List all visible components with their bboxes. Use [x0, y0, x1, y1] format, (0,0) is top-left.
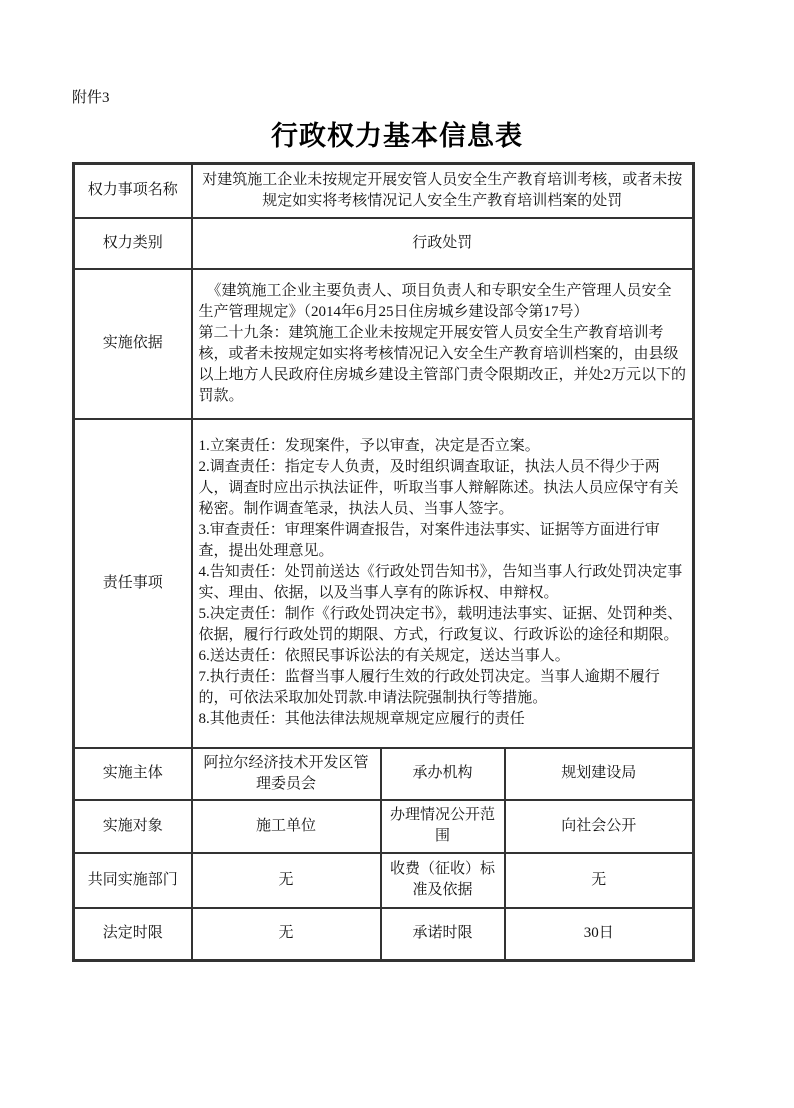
implementation-target-value: 施工单位	[192, 800, 381, 853]
fee-standard-label: 收费（征收）标准及依据	[381, 853, 505, 908]
implementation-basis-value	[192, 269, 694, 419]
responsibility-item: 4.告知责任：处罚前送达《行政处罚告知书》，告知当事人行政处罚决定事实、理由、依据，以及当事人享有的陈诉权、申辩权。	[198, 564, 683, 601]
power-category-value: 行政处罚	[192, 218, 694, 269]
row-statutory-time-limit	[74, 908, 694, 961]
power-item-name-value: 对建筑施工企业未按规定开展安管人员安全生产教育培训考核，或者未按规定如实将考核情况记人安全生产教育培训档案的处罚	[192, 164, 694, 218]
row-implementation-basis	[74, 269, 694, 419]
power-item-name-label: 权力事项名称	[74, 164, 192, 218]
power-category-label: 权力类别	[74, 218, 192, 269]
row-responsibility-items	[74, 419, 694, 748]
implementation-basis-label: 实施依据	[74, 269, 192, 419]
responsibility-item: 7.执行责任：监督当事人履行生效的行政处罚决定。当事人逾期不履行的，可依法采取加处罚款.申请法院强制执行等措施。	[198, 669, 660, 706]
disclosure-scope-value: 向社会公开	[505, 800, 694, 853]
promised-time-limit-label: 承诺时限	[381, 908, 505, 961]
statutory-time-limit-label: 法定时限	[74, 908, 192, 961]
row-implementation-target	[74, 800, 694, 853]
document-title: 行政权力基本信息表	[271, 121, 523, 151]
row-power-item-name	[74, 164, 694, 218]
responsibility-item: 6.送达责任：依照民事诉讼法的有关规定，送达当事人。	[198, 648, 570, 664]
responsibility-items-label: 责任事项	[74, 419, 192, 748]
attachment-label: 附件3	[72, 90, 110, 106]
disclosure-scope-label: 办理情况公开范围	[381, 800, 505, 853]
implementing-body-value: 阿拉尔经济技术开发区管理委员会	[192, 748, 381, 800]
basis-paragraph: 《建筑施工企业主要负责人、项目负责人和专职安全生产管理人员安全生产管理规定》（2014年6月25日住房城乡建设部令第17号）	[198, 282, 672, 320]
responsibility-item: 3.审查责任：审理案件调查报告，对案件违法事实、证据等方面进行审查，提出处理意见。	[198, 522, 660, 559]
statutory-time-limit-value: 无	[192, 908, 381, 961]
joint-implementation-label: 共同实施部门	[74, 853, 192, 908]
responsibility-item: 1.立案责任：发现案件，予以审查，决定是否立案。	[198, 438, 540, 454]
joint-implementation-value: 无	[192, 853, 381, 908]
fee-standard-value: 无	[505, 853, 694, 908]
responsibility-items-value	[192, 419, 694, 748]
promised-time-limit-value: 30日	[505, 908, 694, 961]
row-power-category	[74, 218, 694, 269]
responsibility-item: 5.决定责任：制作《行政处罚决定书》，载明违法事实、证据、处罚种类、依据，履行行政处罚的期限、方式，行政复议、行政诉讼的途径和期限。	[198, 606, 683, 643]
info-table	[72, 162, 695, 962]
basis-paragraph: 第二十九条：建筑施工企业未按规定开展安管人员安全生产教育培训考核，或者未按规定如实将考核情况记入安全生产教育培训档案的，由县级以上地方人民政府住房城乡建设主管部门责令限期改正，并处2万元以下的罚款。	[198, 324, 687, 404]
responsibility-item: 8.其他责任：其他法律法规规章规定应履行的责任	[198, 711, 525, 727]
undertaking-agency-label: 承办机构	[381, 748, 505, 800]
row-joint-implementation	[74, 853, 694, 908]
row-implementing-body	[74, 748, 694, 800]
responsibility-item: 2.调查责任：指定专人负责，及时组织调查取证，执法人员不得少于两人，调查时应出示执法证件，听取当事人辩解陈述。执法人员应保守有关秘密。制作调查笔录，执法人员、当事人签字。	[198, 459, 679, 517]
undertaking-agency-value: 规划建设局	[505, 748, 694, 800]
implementation-target-label: 实施对象	[74, 800, 192, 853]
implementing-body-label: 实施主体	[74, 748, 192, 800]
